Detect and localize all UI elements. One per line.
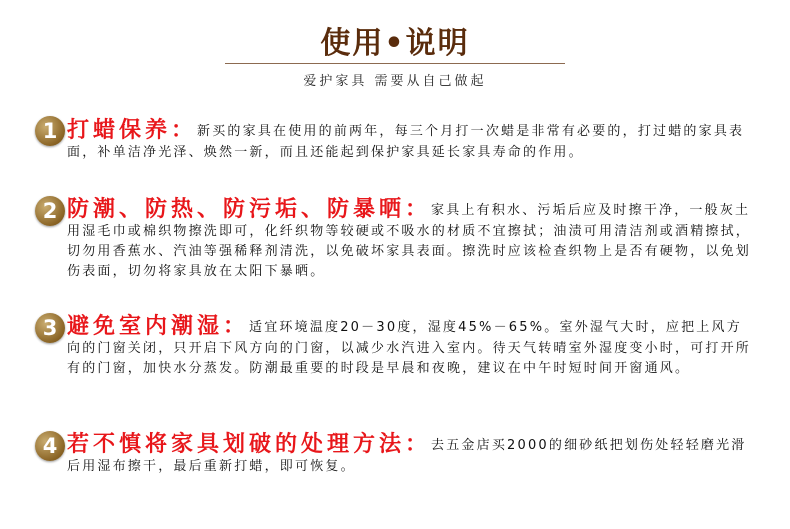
title-divider [225, 63, 565, 64]
number-badge-2: 2 [35, 196, 65, 226]
section-text: 家具上有积水、污垢后应及时擦干净，一般灰土用湿毛巾或棉织物擦洗即可，化纤织物等较硬或不吸水的材质不宜擦拭；油渍可用清洁剂或酒精擦拭，切勿用香蕉水、汽油等强稀释剂清洗，以免破坏家具表面。擦洗时应该检查织物上是否有硬物，以免划伤表面，切勿将家具放在太阳下暴晒。 [67, 203, 752, 279]
section-heading: 若不慎将家具划破的处理方法： [67, 432, 432, 457]
section-heading: 防潮、防热、防污垢、防暴晒： [67, 197, 432, 222]
number-badge-4: 4 [35, 431, 65, 461]
header [0, 0, 790, 62]
section-body [67, 315, 757, 379]
section-heading: 避免室内潮湿： [67, 314, 250, 339]
page-title: 使用•说明 [320, 26, 470, 61]
section-body [67, 433, 757, 477]
page-subtitle: 爱护家具 需要从自己做起 [303, 74, 487, 89]
section-body [67, 198, 757, 282]
section-body [67, 119, 757, 163]
number-badge-1: 1 [35, 116, 65, 146]
section-text: 适宜环境温度20－30度，湿度45%－65%。室外湿气大时，应把上风方向的门窗关闭，只开启下风方向的门窗，以减少水汽进入室内。待天气转晴室外湿度变小时，可打开所有的门窗，加快水分蒸发。防潮最重要的时段是早晨和夜晚，建议在中午时短时间开窗通风。 [67, 320, 752, 376]
section-text: 去五金店买2000的细砂纸把划伤处轻轻磨光滑后用湿布擦干，最后重新打蜡，即可恢复。 [67, 438, 747, 474]
section-heading: 打蜡保养： [67, 118, 198, 143]
number-badge-3: 3 [35, 313, 65, 343]
section-text: 新买的家具在使用的前两年，每三个月打一次蜡是非常有必要的，打过蜡的家具表面，补单洁净光泽、焕然一新，而且还能起到保护家具延长家具寿命的作用。 [67, 124, 745, 160]
